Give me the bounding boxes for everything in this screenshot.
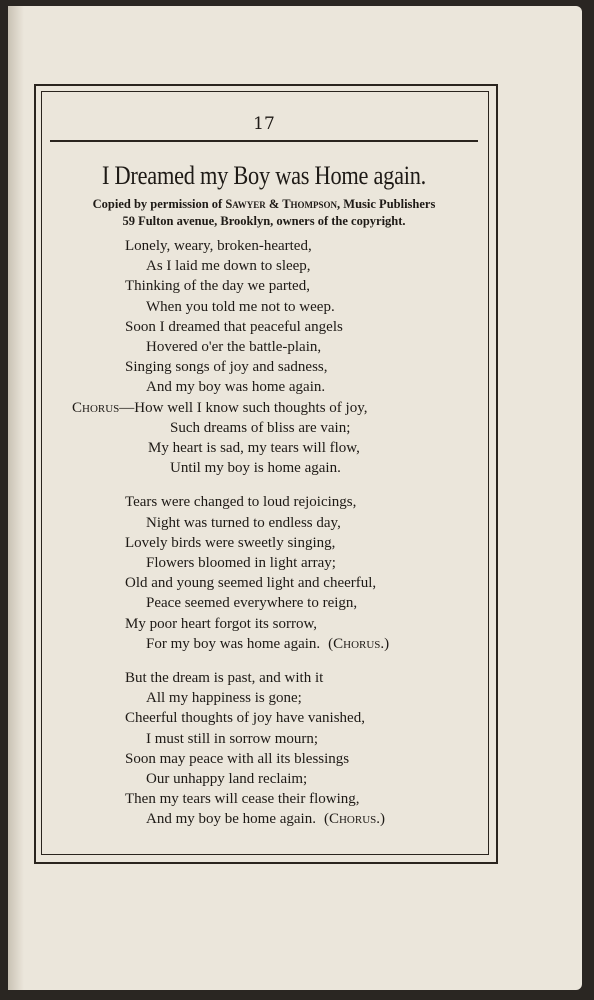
chorus-line: My heart is sad, my tears will flow, (148, 440, 360, 457)
page-content (42, 92, 486, 852)
stanza-1 (42, 236, 486, 478)
verse-line: Singing songs of joy and sadness, (125, 359, 328, 376)
verse-line: But the dream is past, and with it (125, 670, 324, 687)
verse-line: Lonely, weary, broken-hearted, (125, 238, 312, 254)
verse-text: And my boy be home again. (146, 811, 316, 828)
song-title: I Dreamed my Boy was Home again. (102, 161, 426, 190)
verse-line: Tears were changed to loud rejoicings, (125, 494, 357, 511)
verse-line: Flowers bloomed in light array; (146, 555, 336, 572)
chorus-label: Chorus (72, 399, 120, 416)
chorus-ref: (Chorus.) (328, 635, 390, 652)
stanza-3 (42, 668, 486, 830)
credit-line-2: 59 Fulton avenue, Brooklyn, owners of the copyright. (122, 214, 406, 228)
verse-text: For my boy was home again. (146, 635, 321, 652)
verse-line: And my boy was home again. (146, 379, 326, 396)
verse-line: My poor heart forgot its sorrow, (125, 615, 318, 632)
verse-line: Soon may peace with all its blessings (125, 750, 350, 767)
verse-line: Night was turned to endless day, (146, 514, 341, 531)
chorus-ref: (Chorus.) (323, 811, 385, 828)
chorus-text: —How well I know such thoughts of joy, (119, 399, 368, 416)
verse-line: Soon I dreamed that peaceful angels (125, 318, 343, 335)
publisher-name: Sawyer & Thompson (225, 197, 338, 211)
chorus-line (42, 398, 486, 418)
verse-line: I must still in sorrow mourn; (146, 730, 319, 747)
verse-line (42, 634, 486, 654)
verse-line: All my happiness is gone; (146, 690, 302, 707)
verse-line: Then my tears will cease their flowing, (125, 791, 360, 808)
verse-line: Hovered o'er the battle-plain, (146, 339, 322, 356)
credit-suffix: , Music Publishers (337, 197, 436, 211)
verse-line: Lovely birds were sweetly singing, (125, 534, 336, 551)
chorus-line: Until my boy is home again. (170, 460, 341, 477)
verse-line: Thinking of the day we parted, (125, 278, 310, 295)
credit-prefix: Copied by permission of (92, 197, 226, 211)
page-gutter (8, 6, 24, 990)
credit-line-1 (42, 196, 486, 213)
chorus-line: Such dreams of bliss are vain; (170, 419, 351, 436)
verse-line: Our unhappy land reclaim; (146, 771, 308, 788)
verse-line: Old and young seemed light and cheerful, (125, 575, 377, 592)
header-rule (50, 140, 478, 142)
stanza-2 (42, 492, 486, 654)
page-number: 17 (253, 114, 275, 134)
verse-line: When you told me not to weep. (146, 298, 335, 315)
verse-line: Cheerful thoughts of joy have vanished, (125, 710, 365, 727)
verse-line (42, 809, 486, 829)
verse-line: As I laid me down to sleep, (146, 258, 311, 275)
verse-line: Peace seemed everywhere to reign, (146, 595, 358, 612)
